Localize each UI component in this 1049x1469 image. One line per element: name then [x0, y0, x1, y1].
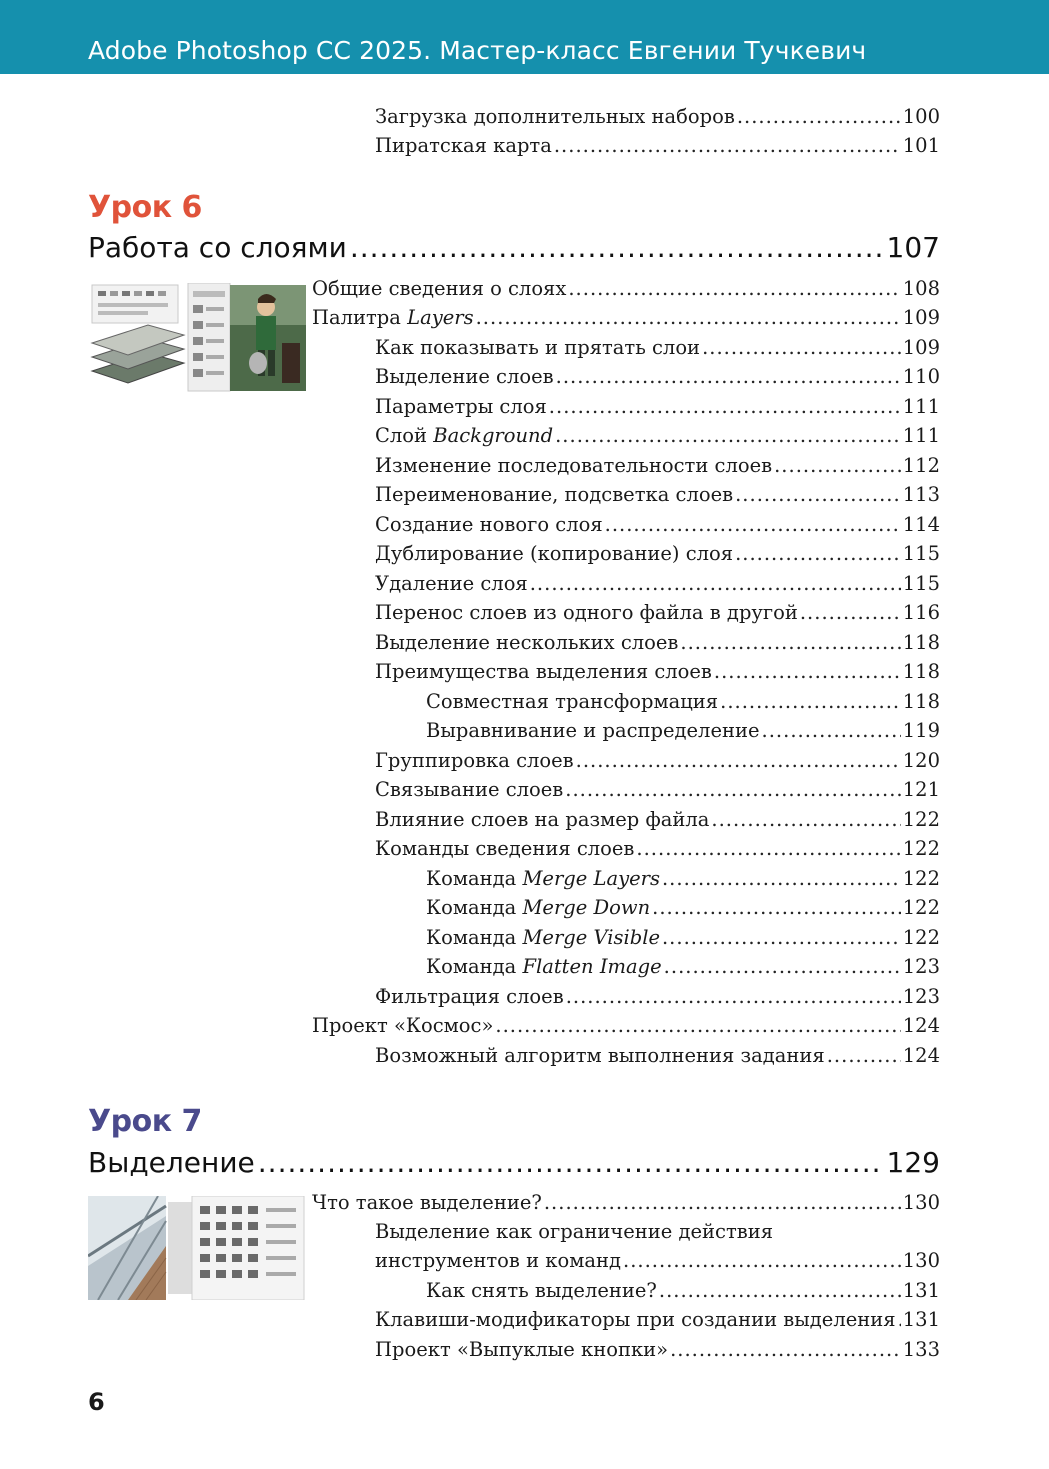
toc-entry[interactable]: Выделение нескольких слоев ..... 118: [375, 630, 940, 656]
toc-entry[interactable]: Удаление слоя ..... 115: [375, 571, 940, 597]
toc-entry[interactable]: Проект «Выпуклые кнопки» ..... 133: [375, 1337, 940, 1363]
toc-entry[interactable]: Совместная трансформация ..... 118: [426, 689, 940, 715]
toc-entry[interactable]: Общие сведения о слоях ..... 108: [312, 276, 940, 302]
toc-entry[interactable]: Влияние слоев на размер файла ..... 122: [375, 807, 940, 833]
toc-entry[interactable]: Выделение слоев ..... 110: [375, 364, 940, 390]
toc-entry[interactable]: Перенос слоев из одного файла в другой ..... 116: [375, 600, 940, 626]
toc-entry[interactable]: Команда Merge Down ..... 122: [426, 895, 940, 921]
book-title: Adobe Photoshop CC 2025. Мастер-класс Евгении Тучкевич: [88, 36, 867, 65]
header-band: [0, 0, 1049, 74]
toc-entry[interactable]: Как показывать и прятать слои ..... 109: [375, 335, 940, 361]
toc-entry[interactable]: Связывание слоев ..... 121: [375, 777, 940, 803]
toc-entry[interactable]: Пиратская карта ..... 101: [375, 133, 940, 159]
toc-entry[interactable]: Палитра Layers ..... 109: [312, 305, 940, 331]
toc-entry[interactable]: Создание нового слоя ..... 114: [375, 512, 940, 538]
chapter-6-heading[interactable]: Работа со слоями ..... 107: [88, 228, 940, 268]
toc-entry-line: Выделение как ограничение действия: [375, 1220, 774, 1243]
lesson-6-thumbnail: [88, 283, 306, 393]
toc-entry[interactable]: Изменение последовательности слоев ..... 112: [375, 453, 940, 479]
toc-entry[interactable]: Переименование, подсветка слоев ..... 113: [375, 482, 940, 508]
toc-entry[interactable]: Слой Background ..... 111: [375, 423, 940, 449]
toc-entry[interactable]: Команда Flatten Image ..... 123: [426, 954, 940, 980]
toc-entry[interactable]: Команда Merge Layers ..... 122: [426, 866, 940, 892]
toc-entry[interactable]: Группировка слоев ..... 120: [375, 748, 940, 774]
toc-entry[interactable]: Команда Merge Visible ..... 122: [426, 925, 940, 951]
toc-entry[interactable]: Дублирование (копирование) слоя ..... 115: [375, 541, 940, 567]
toc-entry[interactable]: Возможный алгоритм выполнения задания ..... 124: [375, 1043, 940, 1069]
toc-entry[interactable]: Что такое выделение? ..... 130: [312, 1190, 940, 1216]
lesson-6-label: Урок 6: [88, 190, 202, 225]
page-number: 6: [88, 1388, 105, 1416]
lesson-7-label: Урок 7: [88, 1104, 202, 1139]
toc-entry[interactable]: Преимущества выделения слоев ..... 118: [375, 659, 940, 685]
toc-entry[interactable]: Как снять выделение? ..... 131: [426, 1278, 940, 1304]
toc-entry[interactable]: инструментов и команд ..... 130: [375, 1248, 940, 1274]
toc-entry[interactable]: Клавиши-модификаторы при создании выделения ..... 131: [375, 1307, 940, 1333]
chapter-7-heading[interactable]: Выделение ..... 129: [88, 1143, 940, 1183]
toc-entry[interactable]: Выравнивание и распределение ..... 119: [426, 718, 940, 744]
toc-entry[interactable]: Команды сведения слоев ..... 122: [375, 836, 940, 862]
toc-entry[interactable]: Фильтрация слоев ..... 123: [375, 984, 940, 1010]
toc-entry[interactable]: Проект «Космос» ..... 124: [312, 1013, 940, 1039]
toc-entry[interactable]: Параметры слоя ..... 111: [375, 394, 940, 420]
toc-entry[interactable]: Загрузка дополнительных наборов ..... 100: [375, 104, 940, 130]
lesson-7-thumbnail: [88, 1196, 306, 1300]
